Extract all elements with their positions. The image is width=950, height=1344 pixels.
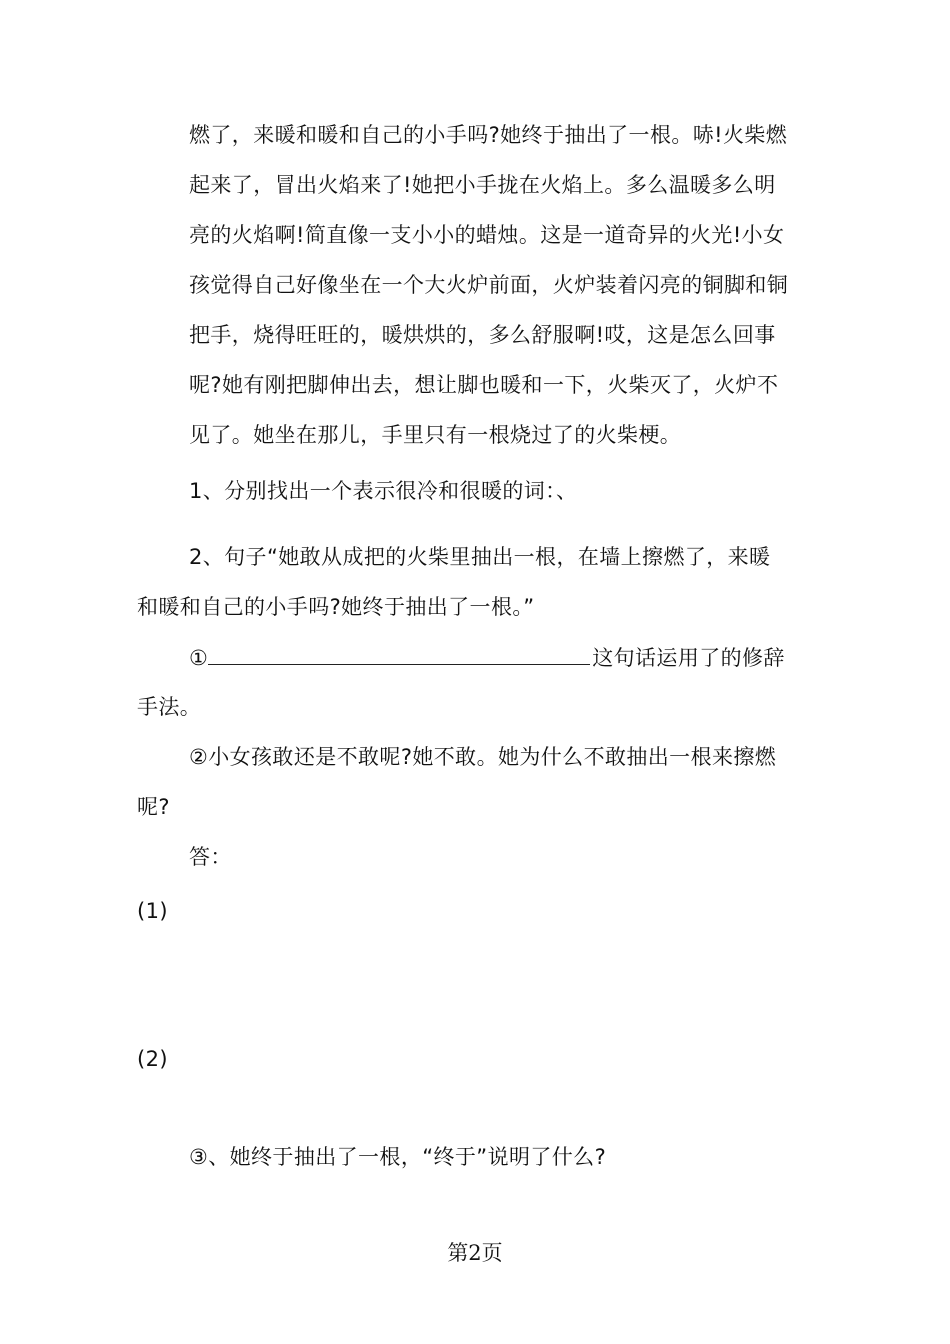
passage-line: 燃了，来暖和暖和自己的小手吗?她终于抽出了一根。哧!火柴燃 xyxy=(189,123,788,147)
page-number: 第2页 xyxy=(447,1241,503,1265)
answer-blank[interactable] xyxy=(208,642,590,665)
passage-line: 孩觉得自己好像坐在一个大火炉前面，火炉装着闪亮的铜脚和铜 xyxy=(189,273,789,297)
answer-item-2: (2) xyxy=(137,1047,168,1071)
passage-line: 把手，烧得旺旺的，暖烘烘的，多么舒服啊!哎，这是怎么回事 xyxy=(189,323,776,347)
sub-question-1-text: 这句话运用了的修辞 xyxy=(592,646,785,670)
question-2-line-1: 2、句子“她敢从成把的火柴里抽出一根，在墙上擦燃了，来暖 xyxy=(189,545,771,569)
passage-line: 见了。她坐在那儿，手里只有一根烧过了的火柴梗。 xyxy=(189,423,682,447)
answer-item-1: (1) xyxy=(137,899,168,923)
sub-question-1 xyxy=(189,642,785,673)
sub-question-3: ③、她终于抽出了一根，“终于”说明了什么? xyxy=(189,1145,607,1169)
question-2-line-2: 和暖和自己的小手吗?她终于抽出了一根。” xyxy=(137,595,535,619)
question-1: 1、分别找出一个表示很冷和很暖的词：、 xyxy=(189,479,578,503)
sub-question-1-line-2: 手法。 xyxy=(137,695,202,719)
passage-line: 起来了，冒出火焰来了!她把小手拢在火焰上。多么温暖多么明 xyxy=(189,173,776,197)
passage-line: 亮的火焰啊!简直像一支小小的蜡烛。这是一道奇异的火光!小女 xyxy=(189,223,785,247)
sub-question-2-line-1: ②小女孩敢还是不敢呢?她不敢。她为什么不敢抽出一根来擦燃 xyxy=(189,745,777,769)
answer-label: 答： xyxy=(189,845,232,869)
sub-question-1-marker: ① xyxy=(189,646,209,670)
passage-line: 呢?她有刚把脚伸出去，想让脚也暖和一下，火柴灭了，火炉不 xyxy=(189,373,779,397)
sub-question-2-line-2: 呢? xyxy=(137,795,170,819)
